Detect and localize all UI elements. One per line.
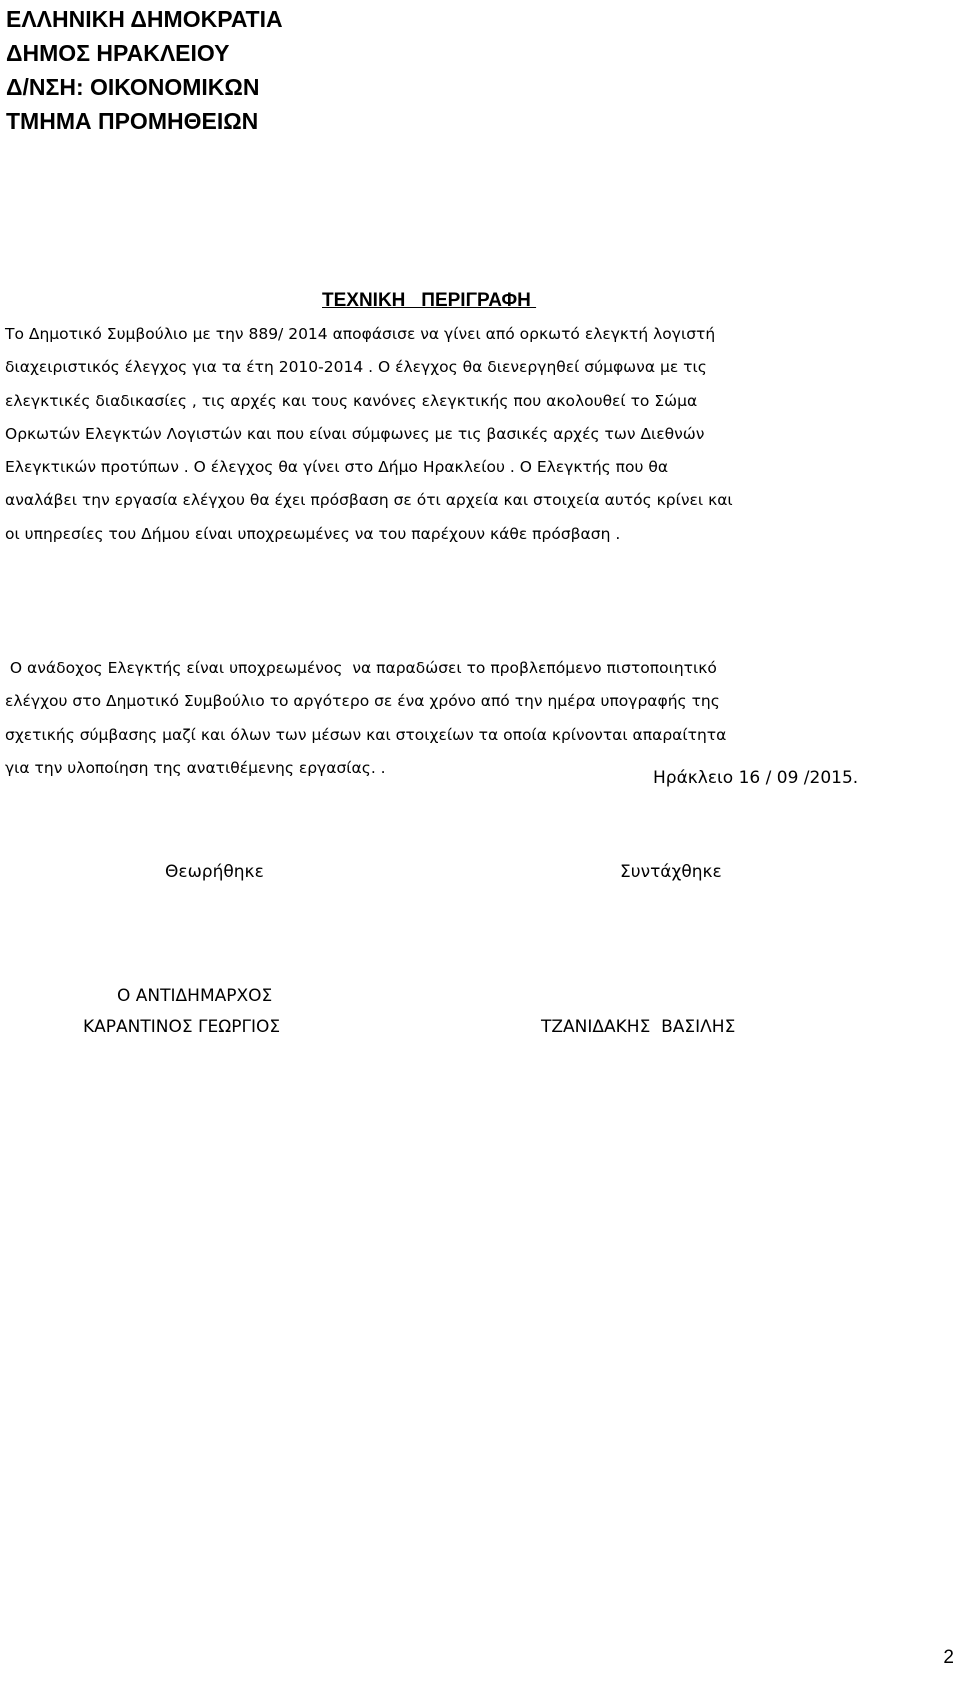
header-department: ΤΜΗΜΑ ΠΡΟΜΗΘΕΙΩΝ bbox=[6, 108, 259, 134]
place-and-date: Ηράκλειο 16 / 09 /2015. bbox=[653, 768, 859, 788]
paragraph-line: αναλάβει την εργασία ελέγχου θα έχει πρόσβαση σε ότι αρχεία και στοιχεία αυτός κρίνει και bbox=[5, 491, 733, 510]
drafter-name: ΤΖΑΝΙΔΑΚΗΣ ΒΑΣΙΛΗΣ bbox=[541, 1017, 736, 1037]
body-paragraph-1 bbox=[5, 318, 949, 551]
paragraph-line: σχετικής σύμβασης μαζί και όλων των μέσων και στοιχείων τα οποία κρίνονται απαραίτητα bbox=[5, 725, 727, 744]
paragraph-line: Ορκωτών Ελεγκτών Λογιστών και που είναι σύμφωνες με τις βασικές αρχές των Διεθνών bbox=[5, 424, 705, 443]
document-header bbox=[6, 2, 283, 138]
header-directorate: Δ/ΝΣΗ: ΟΙΚΟΝΟΜΙΚΩΝ bbox=[6, 74, 260, 100]
document-title: ΤΕΧΝΙΚΗ ΠΕΡΙΓΡΑΦΗ bbox=[322, 290, 537, 311]
reviewed-label: Θεωρήθηκε bbox=[165, 862, 264, 882]
header-country: ΕΛΛΗΝΙΚΗ ΔΗΜΟΚΡΑΤΙΑ bbox=[6, 6, 283, 32]
body-paragraph-2 bbox=[5, 652, 949, 785]
paragraph-line: διαχειριστικός έλεγχος για τα έτη 2010-2014 . Ο έλεγχος θα διενεργηθεί σύμφωνα με τις bbox=[5, 358, 707, 377]
paragraph-line: ελεγκτικές διαδικασίες , τις αρχές και τους κανόνες ελεγκτικής που ακολουθεί το Σώμα bbox=[5, 391, 698, 410]
paragraph-line: Ελεγκτικών προτύπων . Ο έλεγχος θα γίνει στο Δήμο Ηρακλείου . Ο Ελεγκτής που θα bbox=[5, 458, 669, 477]
header-municipality: ΔΗΜΟΣ ΗΡΑΚΛΕΙΟΥ bbox=[6, 40, 230, 66]
paragraph-line: ελέγχου στο Δημοτικό Συμβούλιο το αργότερο σε ένα χρόνο από την ημέρα υπογραφής της bbox=[5, 692, 720, 711]
paragraph-line: Το Δημοτικό Συμβούλιο με την 889/ 2014 αποφάσισε να γίνει από ορκωτό ελεγκτή λογιστή bbox=[5, 325, 716, 343]
paragraph-line: οι υπηρεσίες του Δήμου είναι υποχρεωμένες να του παρέχουν κάθε πρόσβαση . bbox=[5, 524, 621, 543]
deputy-mayor-title: Ο ΑΝΤΙΔΗΜΑΡΧΟΣ bbox=[117, 986, 273, 1006]
deputy-mayor-name: ΚΑΡΑΝΤΙΝΟΣ ΓΕΩΡΓΙΟΣ bbox=[83, 1017, 281, 1037]
page-number: 2 bbox=[943, 1647, 954, 1668]
drafted-label: Συντάχθηκε bbox=[620, 862, 722, 882]
paragraph-line: για την υλοποίηση της ανατιθέμενης εργασίας. . bbox=[5, 758, 386, 777]
paragraph-line: Ο ανάδοχος Ελεγκτής είναι υποχρεωμένος να παραδώσει το προβλεπόμενο πιστοποιητικό bbox=[5, 659, 717, 677]
